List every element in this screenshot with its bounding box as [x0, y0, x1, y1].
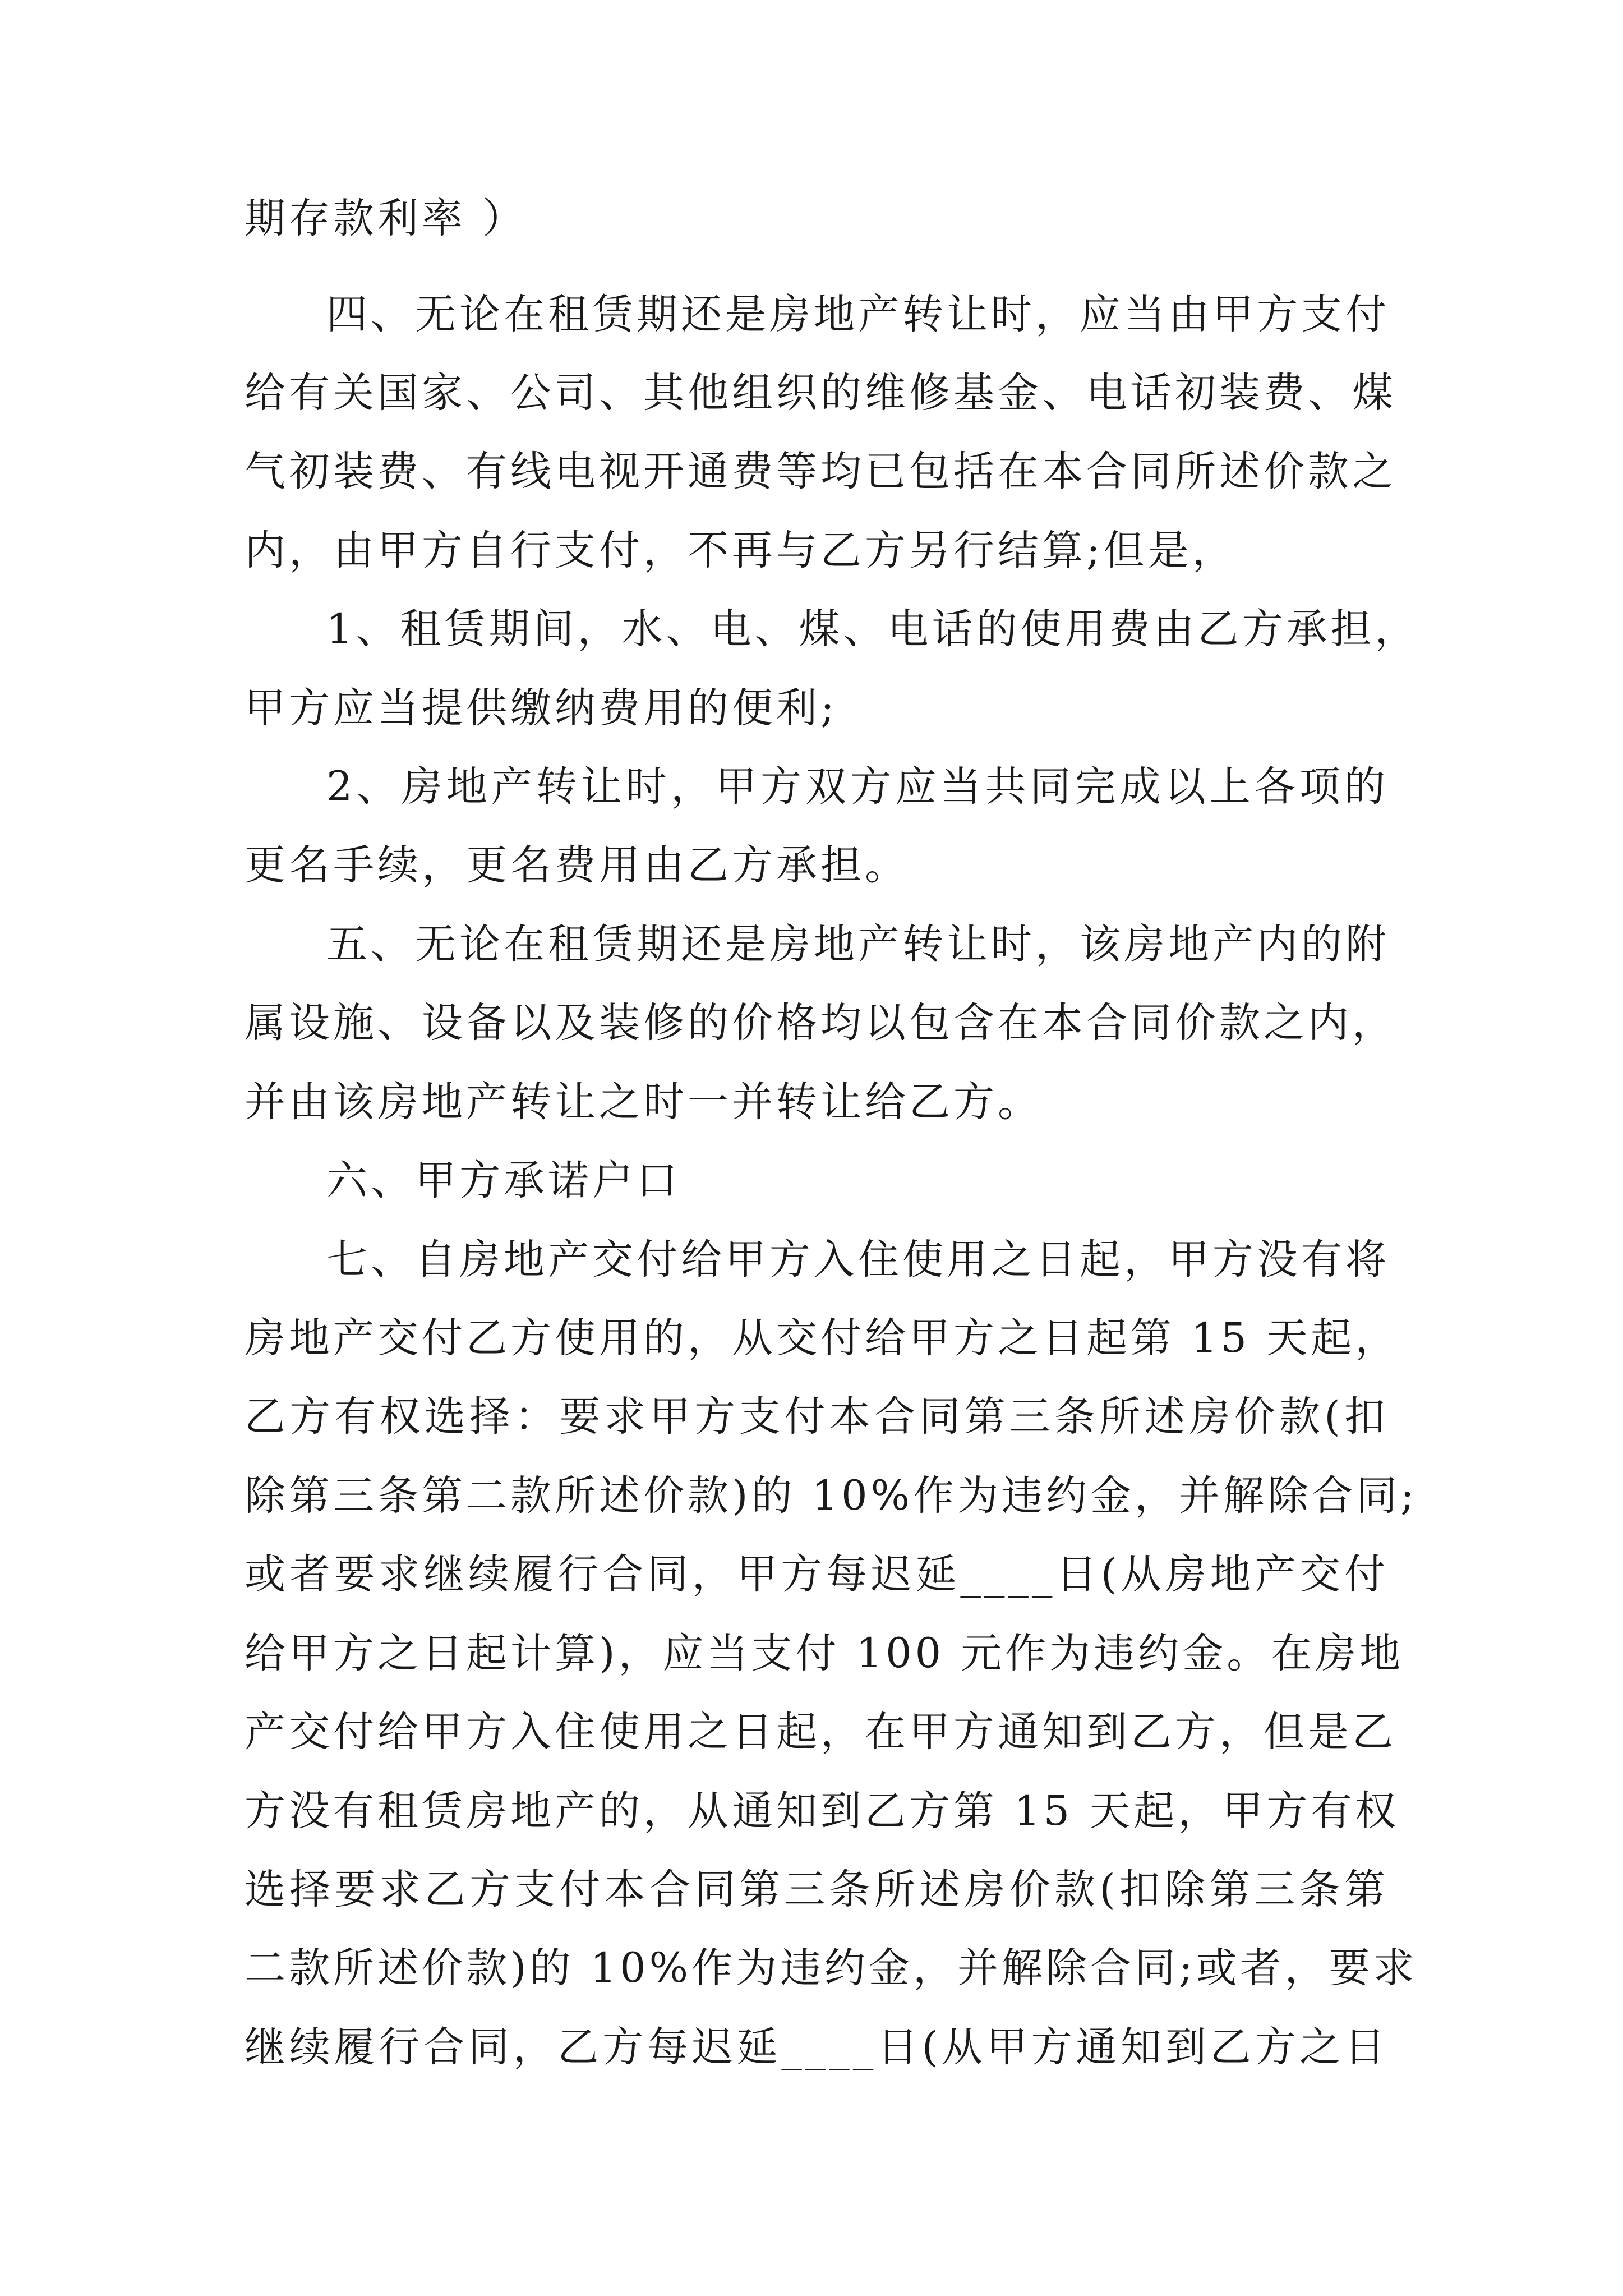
text-line-3: 给有关国家、公司、其他组织的维修基金、电话初装费、煤 [245, 369, 1396, 417]
text-line-13: 六、甲方承诺户口 [326, 1157, 681, 1204]
text-line-23: 二款所述价款)的 10%作为违约金，并解除合同;或者，要求 [245, 1944, 1418, 1992]
text-line-20: 产交付给甲方入住使用之日起，在甲方通知到乙方，但是乙 [245, 1708, 1396, 1756]
text-line-19: 给甲方之日起计算)，应当支付 100 元作为违约金。在房地 [245, 1630, 1404, 1677]
text-line-21: 方没有租赁房地产的，从通知到乙方第 15 天起，甲方有权 [245, 1787, 1400, 1835]
text-line-7: 甲方应当提供缴纳费用的便利; [245, 684, 838, 732]
text-line-1: 期存款利率 ） [245, 195, 527, 242]
text-line-16: 乙方有权选择：要求甲方支付本合同第三条所述房价款(扣 [245, 1393, 1389, 1441]
text-line-4: 气初装费、有线电视开通费等均已包括在本合同所述价款之 [245, 448, 1396, 495]
text-line-14: 七、自房地产交付给甲方入住使用之日起，甲方没有将 [326, 1236, 1390, 1283]
text-line-2: 四、无论在租赁期还是房地产转让时，应当由甲方支付 [326, 291, 1390, 338]
text-line-8: 2、房地产转让时，甲方双方应当共同完成以上各项的 [326, 763, 1389, 811]
text-line-5: 内，由甲方自行支付，不再与乙方另行结算;但是， [245, 527, 1237, 574]
text-line-17: 除第三条第二款所述价款)的 10%作为违约金，并解除合同; [245, 1472, 1418, 1520]
text-line-22: 选择要求乙方支付本合同第三条所述房价款(扣除第三条第 [245, 1866, 1389, 1913]
text-line-11: 属设施、设备以及装修的价格均以包含在本合同价款之内， [245, 999, 1396, 1047]
text-line-6: 1、租赁期间，水、电、煤、电话的使用费由乙方承担， [326, 605, 1419, 653]
text-line-10: 五、无论在租赁期还是房地产转让时，该房地产内的附 [326, 921, 1390, 968]
text-line-9: 更名手续，更名费用由乙方承担。 [245, 841, 909, 889]
text-line-24: 继续履行合同，乙方每迟延____日(从甲方通知到乙方之日 [245, 2023, 1389, 2071]
text-line-15: 房地产交付乙方使用的，从交付给甲方之日起第 15 天起， [245, 1314, 1400, 1362]
text-line-12: 并由该房地产转让之时一并转让给乙方。 [245, 1078, 1042, 1126]
text-line-18: 或者要求继续履行合同，甲方每迟延____日(从房地产交付 [245, 1550, 1389, 1598]
